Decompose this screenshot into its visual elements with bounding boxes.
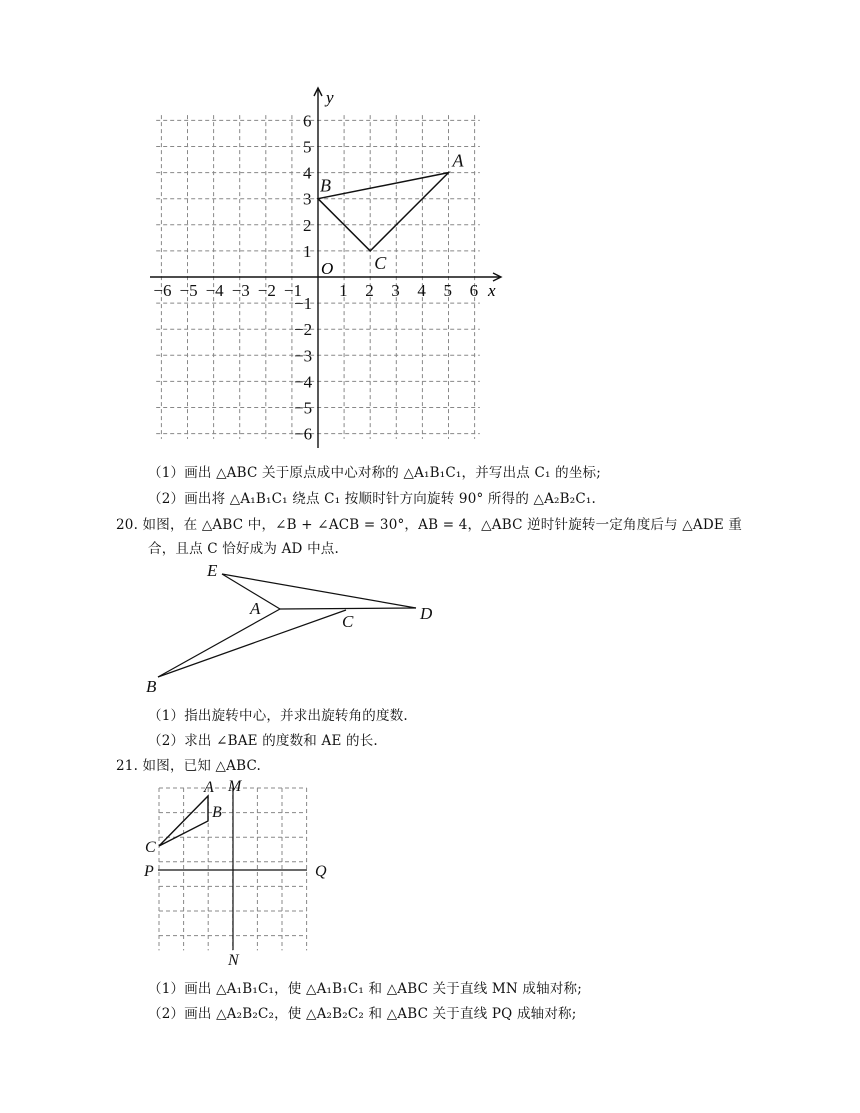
q20-stem-line2: 合，且点 C 恰好成为 AD 中点. <box>148 541 339 557</box>
point-a-label: A <box>250 599 261 618</box>
q20-part1: （1）指出旋转中心，并求出旋转角的度数. <box>148 708 408 724</box>
vertex-label-c: C <box>374 252 387 273</box>
x-tick-label: −2 <box>257 281 276 300</box>
y-axis-label: y <box>326 88 334 107</box>
q21-stem: 21. 如图，已知 △ABC. <box>116 758 261 774</box>
q20-stem-line1: 20. 如图，在 △ABC 中，∠B + ∠ACB = 30°，AB = 4，△ABC 逆时针旋转一定角度后与 △ADE 重 <box>116 517 743 533</box>
point-n-label: N <box>228 952 239 969</box>
point-m-label: M <box>228 778 242 795</box>
q21-part1: （1）画出 △A₁B₁C₁，使 △A₁B₁C₁ 和 △ABC 关于直线 MN 成轴对称; <box>148 981 582 997</box>
y-tick-label: −2 <box>294 320 313 340</box>
y-tick-label: −3 <box>294 346 313 366</box>
y-tick-label: 3 <box>303 189 312 209</box>
x-tick-label: −4 <box>205 281 224 300</box>
rotation-figure <box>140 558 440 698</box>
point-q-label: Q <box>315 863 327 880</box>
x-tick-label: 2 <box>365 281 374 300</box>
vertex-label-a: A <box>452 150 464 171</box>
origin-label: O <box>321 259 334 278</box>
x-tick-label: 1 <box>339 281 348 300</box>
y-tick-label: 5 <box>303 137 312 157</box>
x-tick-label: 6 <box>469 281 479 300</box>
coordinate-plane-figure <box>140 80 510 455</box>
triangle-abc <box>318 173 449 251</box>
vertex-labels <box>320 151 465 273</box>
reflection-figure <box>140 774 340 970</box>
segment-ab <box>158 609 280 677</box>
y-tick-label: −5 <box>294 398 313 418</box>
point-b-label: B <box>146 677 157 696</box>
x-tick-label: 4 <box>417 281 426 300</box>
point-d-label: D <box>420 604 433 623</box>
x-tick-label: 3 <box>391 281 400 300</box>
x-tick-label: −1 <box>283 281 302 300</box>
point-c-label: C <box>342 612 354 631</box>
q19-part2: （2）画出将 △A₁B₁C₁ 绕点 C₁ 按顺时针方向旋转 90° 所得的 △A₂B₂C₁. <box>148 491 597 507</box>
segment-ad <box>280 608 416 609</box>
x-tick-label: −5 <box>179 281 198 300</box>
x-tick-label: −6 <box>153 281 172 300</box>
y-tick-label: 2 <box>303 215 312 235</box>
q21-part2: （2）画出 △A₂B₂C₂，使 △A₂B₂C₂ 和 △ABC 关于直线 PQ 成轴对称; <box>148 1006 577 1022</box>
y-tick-label: 6 <box>303 111 312 131</box>
x-tick-label: −3 <box>231 281 250 300</box>
y-tick-label: −4 <box>294 372 313 392</box>
vertex-label-b: B <box>320 175 331 196</box>
y-tick-label: −6 <box>294 424 313 444</box>
q20-part2: （2）求出 ∠BAE 的度数和 AE 的长. <box>148 733 378 749</box>
point-a-label: A <box>204 779 214 796</box>
segment-bc <box>158 610 346 677</box>
point-b-label: B <box>212 804 222 821</box>
point-c-label: C <box>145 839 156 856</box>
y-tick-label: 4 <box>303 163 312 183</box>
y-tick-label: −1 <box>294 294 313 314</box>
point-p-label: P <box>144 863 154 880</box>
q19-part1: （1）画出 △ABC 关于原点成中心对称的 △A₁B₁C₁，并写出点 C₁ 的坐标; <box>148 465 601 481</box>
x-tick-label: 5 <box>443 281 452 300</box>
y-tick-label: 1 <box>303 241 312 261</box>
point-e-label: E <box>207 561 218 580</box>
x-axis-label: x <box>488 281 496 300</box>
